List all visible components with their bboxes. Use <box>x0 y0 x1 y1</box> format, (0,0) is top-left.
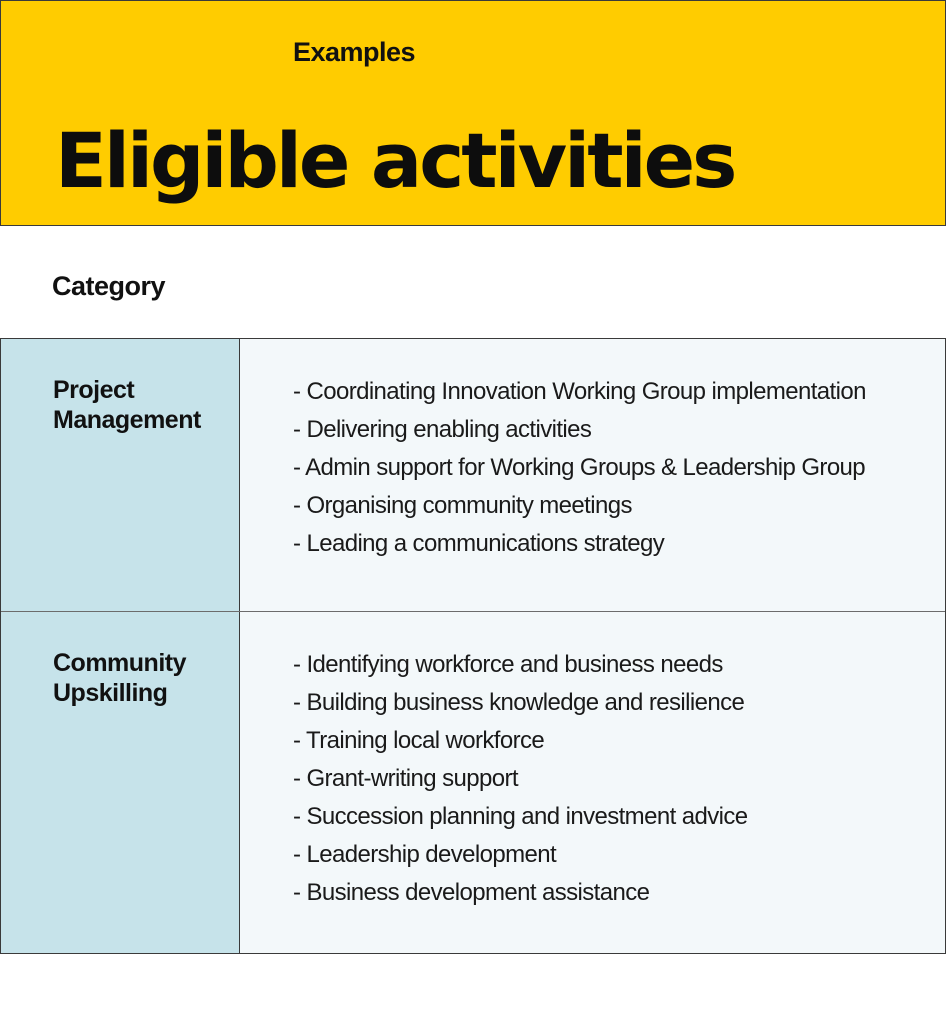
example-item: - Coordinating Innovation Working Group implementation <box>293 378 866 405</box>
example-item: - Business development assistance <box>293 879 650 906</box>
category-label-line: Project <box>53 376 135 404</box>
example-item: - Building business knowledge and resilience <box>293 689 745 716</box>
example-item: - Leading a communications strategy <box>293 530 665 557</box>
category-label-line: Upskilling <box>53 679 168 707</box>
example-item: - Succession planning and investment advice <box>293 803 748 830</box>
example-item: - Identifying workforce and business needs <box>293 651 723 678</box>
page-title: Eligible activities <box>55 116 735 205</box>
table-row-project-management <box>1 339 945 612</box>
example-item: - Delivering enabling activities <box>293 416 592 443</box>
category-label-line: Management <box>53 406 201 434</box>
category-cell <box>1 612 240 953</box>
example-item: - Admin support for Working Groups & Leadership Group <box>293 454 866 481</box>
example-item: - Leadership development <box>293 841 557 868</box>
title-banner <box>0 0 946 226</box>
category-cell <box>1 339 240 611</box>
column-header-examples: Examples <box>293 37 416 67</box>
example-item: - Organising community meetings <box>293 492 632 519</box>
examples-list <box>293 646 747 912</box>
category-label <box>53 648 233 708</box>
column-header-category: Category <box>52 271 166 301</box>
example-item: - Training local workforce <box>293 727 545 754</box>
category-label-line: Community <box>53 649 186 677</box>
activities-table <box>0 338 946 954</box>
table-row-community-upskilling <box>1 612 945 953</box>
category-label <box>53 375 233 435</box>
examples-list <box>293 373 866 563</box>
example-item: - Grant-writing support <box>293 765 518 792</box>
